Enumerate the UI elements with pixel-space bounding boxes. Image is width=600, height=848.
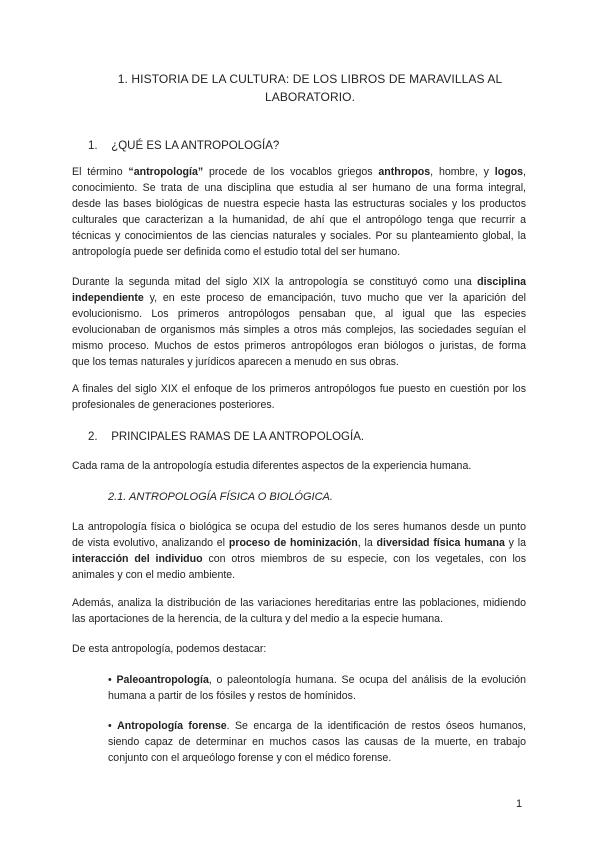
text-line: Durante la segunda mitad del siglo XIX la antropología se constituyó como una disciplina <box>72 276 526 288</box>
text-line: evolucionaban de organismos más simples a otros más complejos, las sociedades seguían el <box>72 324 526 336</box>
paragraph-physical-anthropology <box>72 519 526 583</box>
title-line-2: LABORATORIO. <box>264 90 356 104</box>
title-line-1: 1. HISTORIA DE LA CULTURA: DE LOS LIBROS DE MARAVILLAS AL <box>117 72 503 86</box>
text-line: antropología puede ser definida como el estudio total del ser humano. <box>72 246 401 258</box>
text-line: La antropología física o biológica se ocupa del estudio de los seres humanos desde un punto <box>72 521 526 533</box>
text-line: humana a partir de los fósiles y restos de homínidos. <box>108 690 356 702</box>
text-line: evolucionismo. Los primeros antropólogos pensaban que, al igual que las especies <box>72 308 526 320</box>
paragraph-list-intro <box>72 641 526 657</box>
document-title <box>110 70 510 106</box>
paragraph-branches <box>72 458 526 474</box>
text-line: animales y con el medio ambiente. <box>72 569 236 581</box>
text-line: conocimiento. Se trata de una disciplina que estudia al ser humano de una forma integral, <box>72 182 526 194</box>
subsection-heading: 2.1. ANTROPOLOGÍA FÍSICA O BIOLÓGICA. <box>108 491 333 503</box>
text-line: conjunto con el arqueólogo forense y con el médico forense. <box>108 752 392 764</box>
section-heading-1 <box>88 138 279 154</box>
text-line: • Antropología forense. Se encarga de la identificación de restos óseos humanos, <box>108 720 526 732</box>
paragraph-heredity <box>72 595 526 627</box>
text-line: independiente y, en este proceso de emancipación, tuvo mucho que ver la aparición del <box>72 292 526 304</box>
text-line: siendo capaz de determinar en muchos casos las causas de la muerte, en trabajo <box>108 736 526 748</box>
text-line: desde las bases biológicas de nuestra especie hasta las estructuras sociales y los productos <box>72 198 526 210</box>
text-line: profesionales de generaciones posteriores. <box>72 399 275 411</box>
section-number: 2. <box>88 431 98 443</box>
text-line: Cada rama de la antropología estudia diferentes aspectos de la experiencia humana. <box>72 460 472 472</box>
text-line: interacción del individuo con otros miembros de su especie, con los vegetales, con los <box>72 553 526 565</box>
paragraph-intro <box>72 164 526 260</box>
text-line: que los temas naturales y jurídicos aparecen a menudo en sus obras. <box>72 356 399 368</box>
section-label: PRINCIPALES RAMAS DE LA ANTROPOLOGÍA. <box>111 431 365 443</box>
list-item-forensic-anthropology <box>108 718 526 766</box>
text-line: mismo proceso. Muchos de estos primeros antropólogos eran biólogos o juristas, de forma <box>72 340 526 352</box>
text-line: de vista evolutivo, analizando el proceso de hominización, la diversidad física humana y la <box>72 537 526 549</box>
text-line: culturales que caracterizan a la humanidad, de ahí que el antropólogo tenga que recurrir a <box>72 214 526 226</box>
paragraph-critique <box>72 381 526 413</box>
section-label: ¿QUÉ ES LA ANTROPOLOGÍA? <box>111 140 280 152</box>
paragraph-history <box>72 274 526 370</box>
list-item-paleoanthropology <box>108 672 526 704</box>
text-line: Además, analiza la distribución de las variaciones hereditarias entre las poblaciones, midiendo <box>72 597 526 609</box>
page-number: 1 <box>516 798 523 810</box>
text-line: las aportaciones de la herencia, de la cultura y del medio a la especie humana. <box>72 613 444 625</box>
text-line: De esta antropología, podemos destacar: <box>72 643 267 655</box>
section-heading-2 <box>88 429 364 445</box>
text-line: técnicas y conocimientos de las ciencias naturales y sociales. Por su planteamiento global, la <box>72 230 526 242</box>
section-number: 1. <box>88 140 98 152</box>
text-line: • Paleoantropología, o paleontología humana. Se ocupa del análisis de la evolución <box>108 674 526 686</box>
text-line: El término “antropología” procede de los vocablos griegos anthropos, hombre, y logos, <box>72 166 526 178</box>
text-line: A finales del siglo XIX el enfoque de los primeros antropólogos fue puesto en cuestión por los <box>72 383 526 395</box>
